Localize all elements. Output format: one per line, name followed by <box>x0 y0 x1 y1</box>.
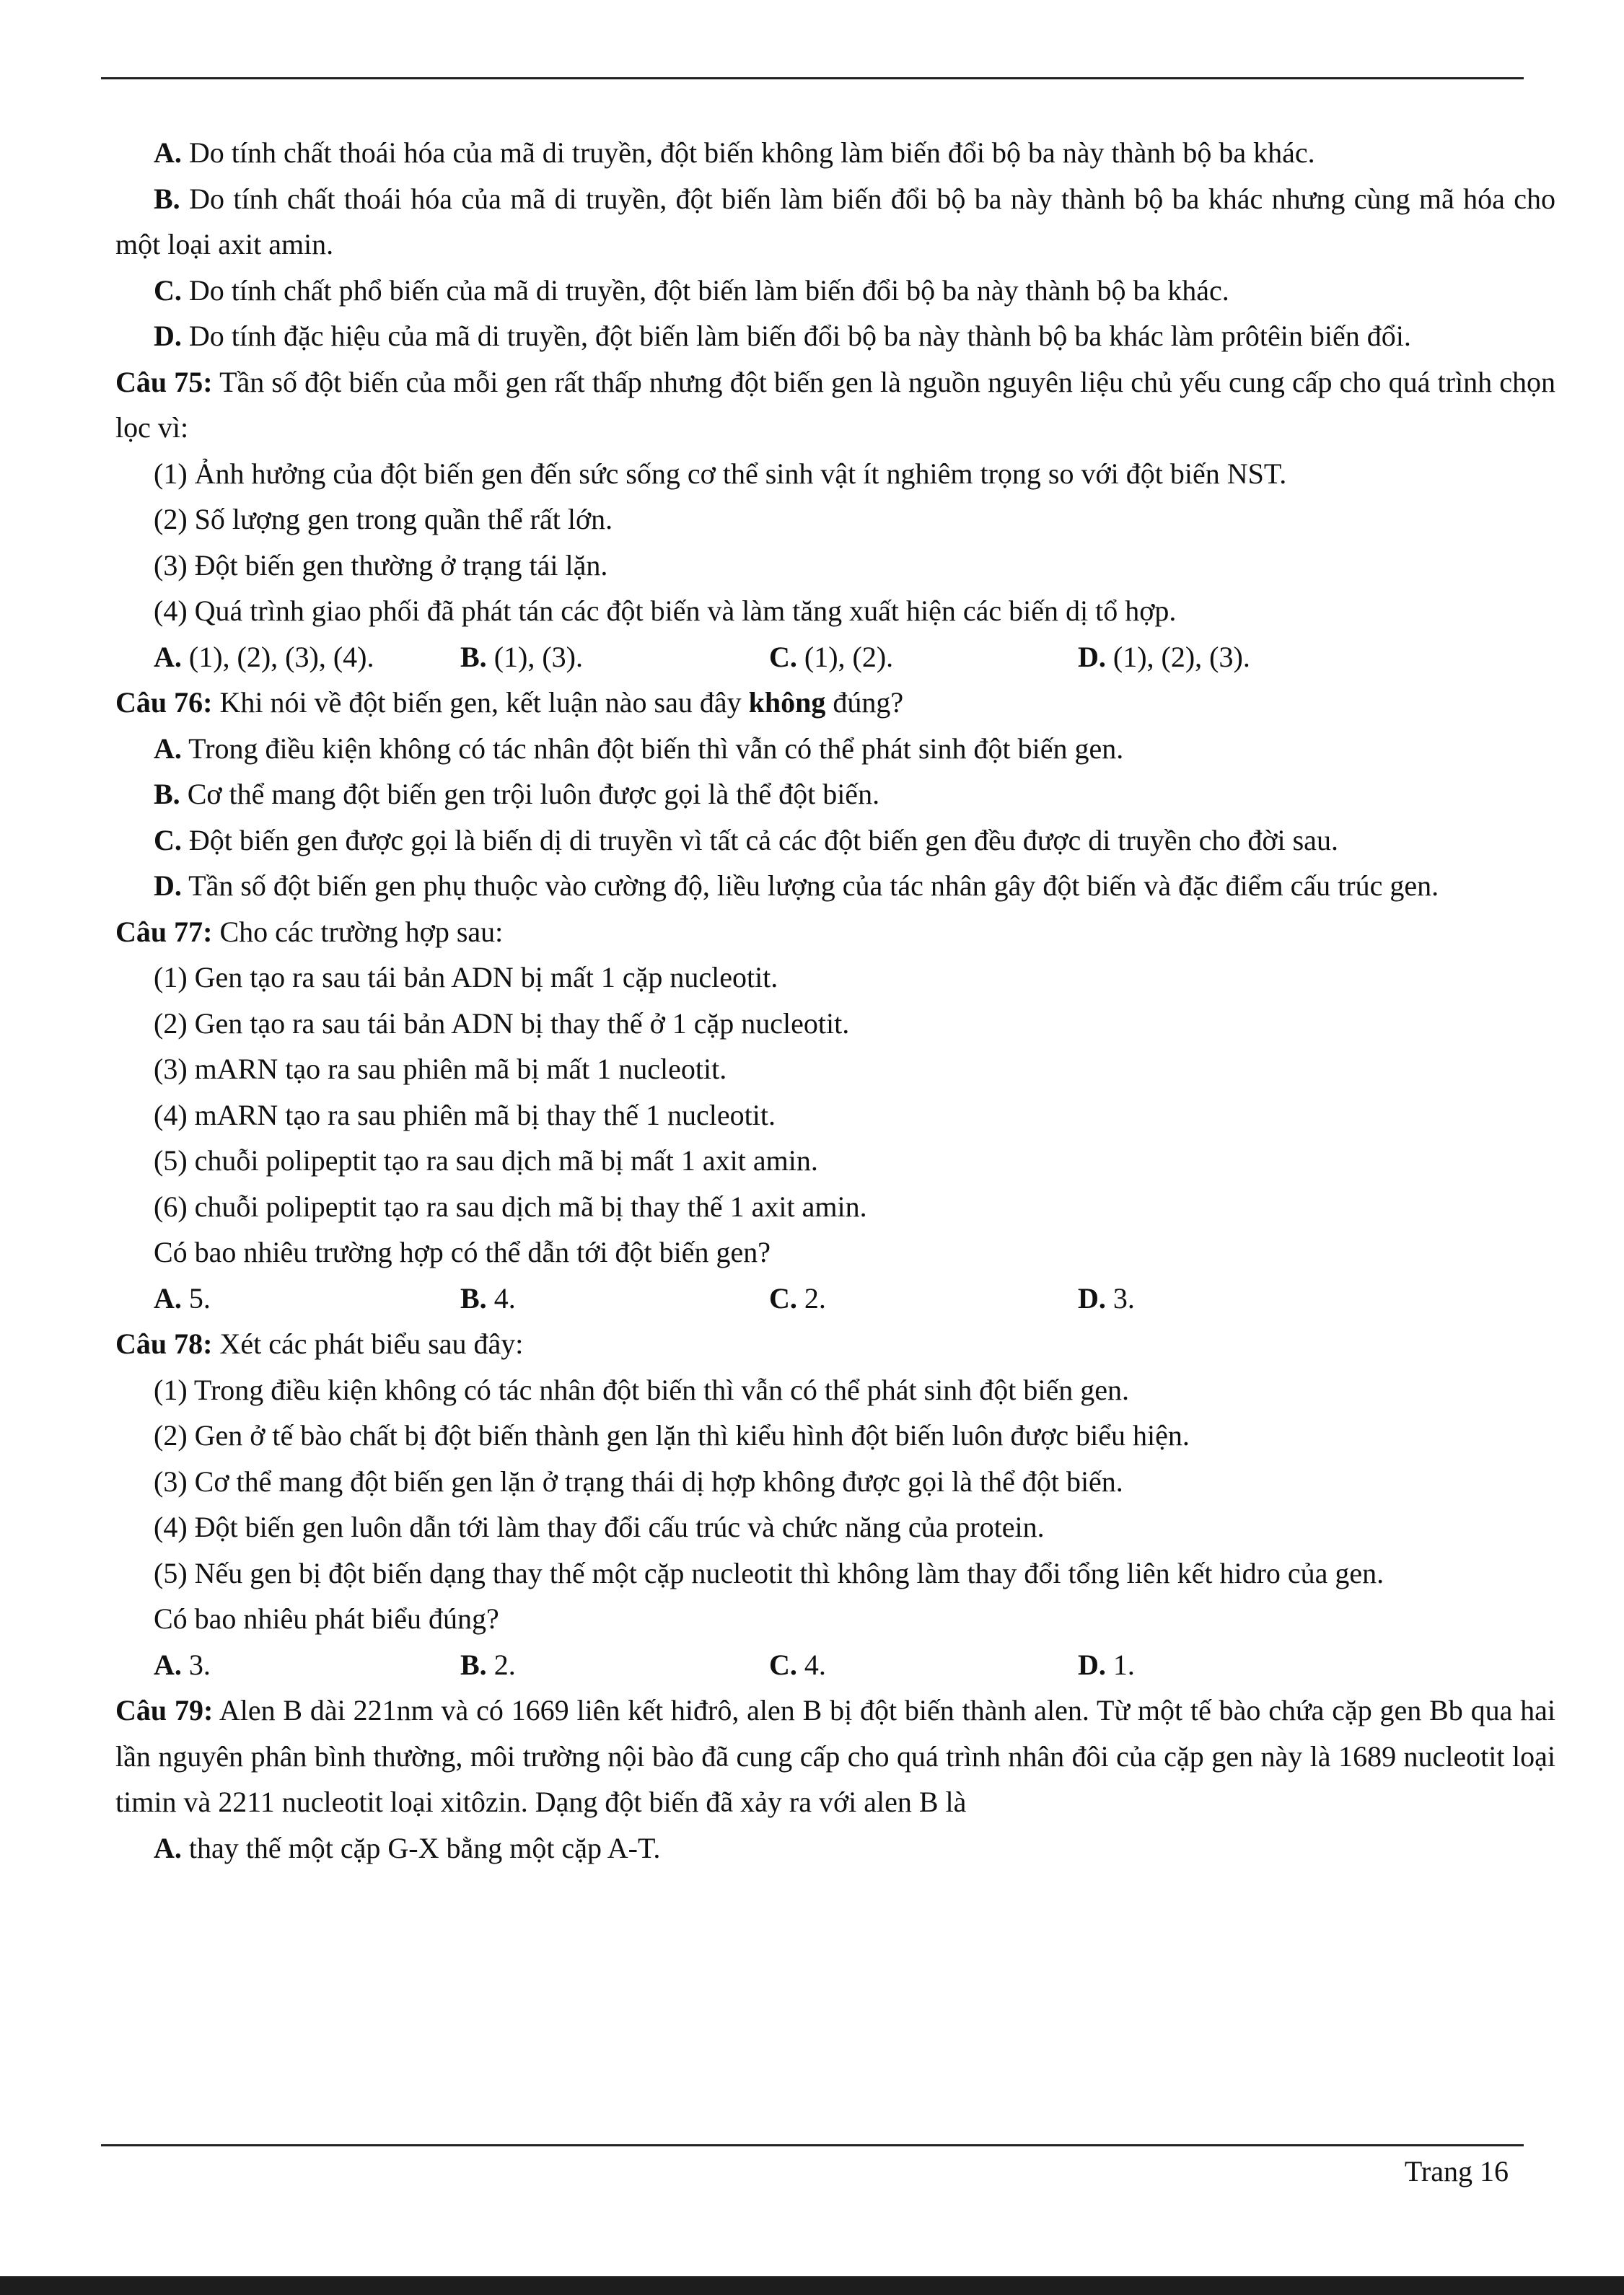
q78-question: Có bao nhiêu phát biểu đúng? <box>154 1602 499 1635</box>
q77-option-a: A. 5. <box>154 1281 211 1315</box>
q77-option-b: B. 4. <box>460 1281 516 1315</box>
q78-option-b: B. 2. <box>460 1648 516 1681</box>
header-rule <box>101 77 1524 79</box>
q74-option-d: D. Do tính đặc hiệu của mã di truyền, đột biến làm biến đổi bộ ba này thành bộ ba khác làm prôtêin biến đổi. <box>154 320 1411 352</box>
q77-option-c: C. 2. <box>769 1281 826 1315</box>
q78-item: (3) Cơ thể mang đột biến gen lặn ở trạng thái dị hợp không được gọi là thể đột biến. <box>154 1465 1123 1498</box>
q75-item: (2) Số lượng gen trong quần thể rất lớn. <box>154 503 613 535</box>
q78-options <box>115 1642 1555 1688</box>
q77-item: (2) Gen tạo ra sau tái bản ADN bị thay thế ở 1 cặp nucleotit. <box>154 1006 850 1040</box>
q77-stem: Câu 77: Cho các trường hợp sau: <box>115 915 504 948</box>
q77-item: (6) chuỗi polipeptit tạo ra sau dịch mã bị thay thế 1 axit amin. <box>154 1190 867 1223</box>
q74-option-a: A. Do tính chất thoái hóa của mã di truyền, đột biến không làm biến đổi bộ ba này thành bộ ba khác. <box>154 136 1315 169</box>
q78-option-d: D. 1. <box>1078 1648 1135 1681</box>
q77-options <box>115 1276 1555 1322</box>
q78-option-a: A. 3. <box>154 1648 211 1681</box>
page-number: Trang 16 <box>1404 2155 1509 2188</box>
q76-option-c: C. Đột biến gen được gọi là biến dị di truyền vì tất cả các đột biến gen đều được di truyền cho đời sau. <box>154 823 1338 856</box>
q79-option-a: A. thay thế một cặp G-X bằng một cặp A-T. <box>154 1831 661 1864</box>
q77-question: Có bao nhiêu trường hợp có thể dẫn tới đột biến gen? <box>154 1236 771 1268</box>
q78-stem: Câu 78: Xét các phát biểu sau đây: <box>115 1328 524 1360</box>
q75-item: (3) Đột biến gen thường ở trạng tái lặn. <box>154 548 608 582</box>
q74-option-b: B. Do tính chất thoái hóa của mã di truyền, đột biến làm biến đổi bộ ba này thành bộ ba khác nhưng cùng mã hóa cho một loại axit amin. <box>115 182 1555 260</box>
q78-item: (5) Nếu gen bị đột biến dạng thay thế một cặp nucleotit thì không làm thay đổi tổng liên kết hidro của gen. <box>154 1556 1384 1589</box>
q77-item: (3) mARN tạo ra sau phiên mã bị mất 1 nucleotit. <box>154 1053 727 1085</box>
q75-item: (4) Quá trình giao phối đã phát tán các đột biến và làm tăng xuất hiện các biến dị tổ hợp. <box>154 594 1177 627</box>
q74-option-c: C. Do tính chất phổ biến của mã di truyền, đột biến làm biến đổi bộ ba này thành bộ ba khác. <box>154 273 1229 307</box>
q77-option-d: D. 3. <box>1078 1281 1135 1315</box>
q78-option-c: C. 4. <box>769 1648 826 1681</box>
footer-rule <box>101 2144 1524 2146</box>
q75-option-d: D. (1), (2), (3). <box>1078 640 1250 673</box>
q77-item: (1) Gen tạo ra sau tái bản ADN bị mất 1 cặp nucleotit. <box>154 961 778 993</box>
q76-stem: Câu 76: Khi nói về đột biến gen, kết luận nào sau đây không đúng? <box>115 686 904 719</box>
q78-item: (4) Đột biến gen luôn dẫn tới làm thay đổi cấu trúc và chức năng của protein. <box>154 1511 1045 1543</box>
q79-stem: Câu 79: Alen B dài 221nm và có 1669 liên kết hiđrô, alen B bị đột biến thành alen. Từ một tế bào chứa cặp gen Bb qua hai lần nguyên phân bình thường, môi trường nội bào đã cung cấp cho quá trình nhân đôi của cặp gen này là 1689 nucleotit loại timin và 2211 nucleotit loại xitôzin. Dạng đột biến đã xảy ra với alen B là <box>115 1694 1555 1818</box>
q75-options <box>115 634 1555 680</box>
q76-option-d: D. Tần số đột biến gen phụ thuộc vào cường độ, liều lượng của tác nhân gây đột biến và đặc điểm cấu trúc gen. <box>154 869 1439 902</box>
q77-item: (5) chuỗi polipeptit tạo ra sau dịch mã bị mất 1 axit amin. <box>154 1144 818 1177</box>
q76-option-b: B. Cơ thể mang đột biến gen trội luôn được gọi là thể đột biến. <box>154 778 880 810</box>
bottom-band <box>0 2276 1624 2295</box>
q75-stem: Câu 75: Tần số đột biến của mỗi gen rất thấp nhưng đột biến gen là nguồn nguyên liệu chủ yếu cung cấp cho quá trình chọn lọc vì: <box>115 365 1555 444</box>
q75-option-b: B. (1), (3). <box>460 640 583 673</box>
q76-option-a: A. Trong điều kiện không có tác nhân đột biến thì vẫn có thể phát sinh đột biến gen. <box>154 732 1124 765</box>
q75-item: (1) Ảnh hưởng của đột biến gen đến sức sống cơ thể sinh vật ít nghiêm trọng so với đột biến NST. <box>154 457 1287 490</box>
q78-item: (1) Trong điều kiện không có tác nhân đột biến thì vẫn có thể phát sinh đột biến gen. <box>154 1373 1129 1406</box>
q78-item: (2) Gen ở tế bào chất bị đột biến thành gen lặn thì kiểu hình đột biến luôn được biểu hiện. <box>154 1419 1190 1452</box>
q75-option-a: A. (1), (2), (3), (4). <box>154 640 374 673</box>
q75-option-c: C. (1), (2). <box>769 640 894 673</box>
document-body <box>115 130 1555 1871</box>
q77-item: (4) mARN tạo ra sau phiên mã bị thay thế 1 nucleotit. <box>154 1098 776 1131</box>
